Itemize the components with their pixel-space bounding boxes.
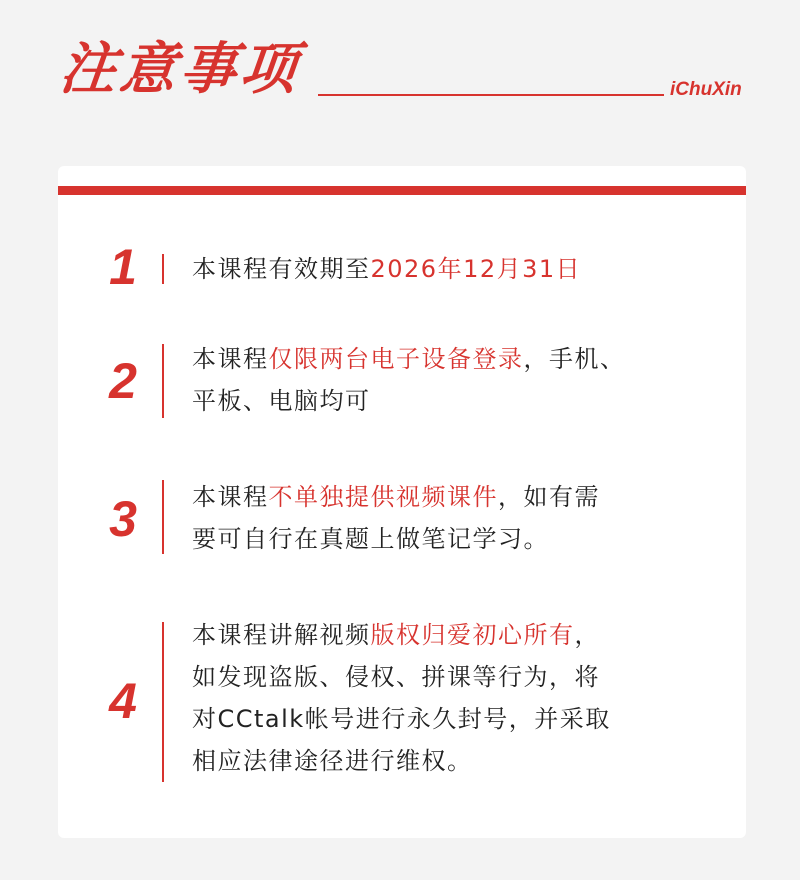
item-number: 4: [109, 673, 137, 729]
item-text-line: [192, 248, 722, 290]
item-divider: [162, 254, 164, 284]
body-text: 相应法律途径进行维权。: [192, 747, 473, 775]
body-text: 本课程讲解视频: [192, 621, 371, 649]
item-text: [192, 248, 722, 290]
body-text: 本课程有效期至: [192, 255, 371, 283]
item-text-line: [192, 380, 722, 422]
brand-logo: iChuXin: [670, 79, 742, 100]
item-text-line: [192, 338, 722, 380]
highlighted-text: 仅限两台电子设备登录: [268, 345, 524, 373]
page-title: 注意事项: [56, 37, 304, 102]
highlighted-text: 2026年12月31日: [370, 255, 582, 283]
body-text: 对CCtalk帐号进行永久封号，并采取: [192, 705, 611, 733]
body-text: ，如有需: [498, 483, 600, 511]
item-number: 3: [109, 491, 137, 547]
body-text: 平板、电脑均可: [192, 387, 371, 415]
body-text: ，手机、: [523, 345, 626, 373]
body-text: 要可自行在真题上做笔记学习。: [192, 525, 549, 553]
item-text: [192, 614, 722, 782]
item-divider: [162, 622, 164, 782]
item-text: [192, 476, 722, 560]
notice-item-4: [58, 614, 746, 786]
item-divider: [162, 344, 164, 418]
item-text-line: [192, 518, 722, 560]
card-accent-bar: [58, 186, 746, 195]
item-text-line: [192, 614, 722, 656]
notice-item-1: [58, 234, 746, 294]
body-text: ，: [574, 621, 600, 649]
item-number: 1: [109, 239, 137, 295]
body-text: 本课程: [192, 345, 269, 373]
item-divider: [162, 480, 164, 554]
notice-item-3: [58, 476, 746, 560]
item-text-line: [192, 476, 722, 518]
item-text-line: [192, 656, 722, 698]
body-text: 如发现盗版、侵权、拼课等行为，将: [192, 663, 600, 691]
body-text: 本课程: [192, 483, 269, 511]
notice-item-2: [58, 338, 746, 422]
highlighted-text: 版权归爱初心所有: [370, 621, 575, 649]
item-text: [192, 338, 722, 422]
highlighted-text: 不单独提供视频课件: [268, 483, 498, 511]
notice-card: [58, 166, 746, 838]
item-text-line: [192, 698, 722, 740]
item-text-line: [192, 740, 722, 782]
item-number: 2: [109, 353, 137, 409]
page-header: [0, 0, 800, 150]
header-divider-line: [318, 94, 664, 96]
